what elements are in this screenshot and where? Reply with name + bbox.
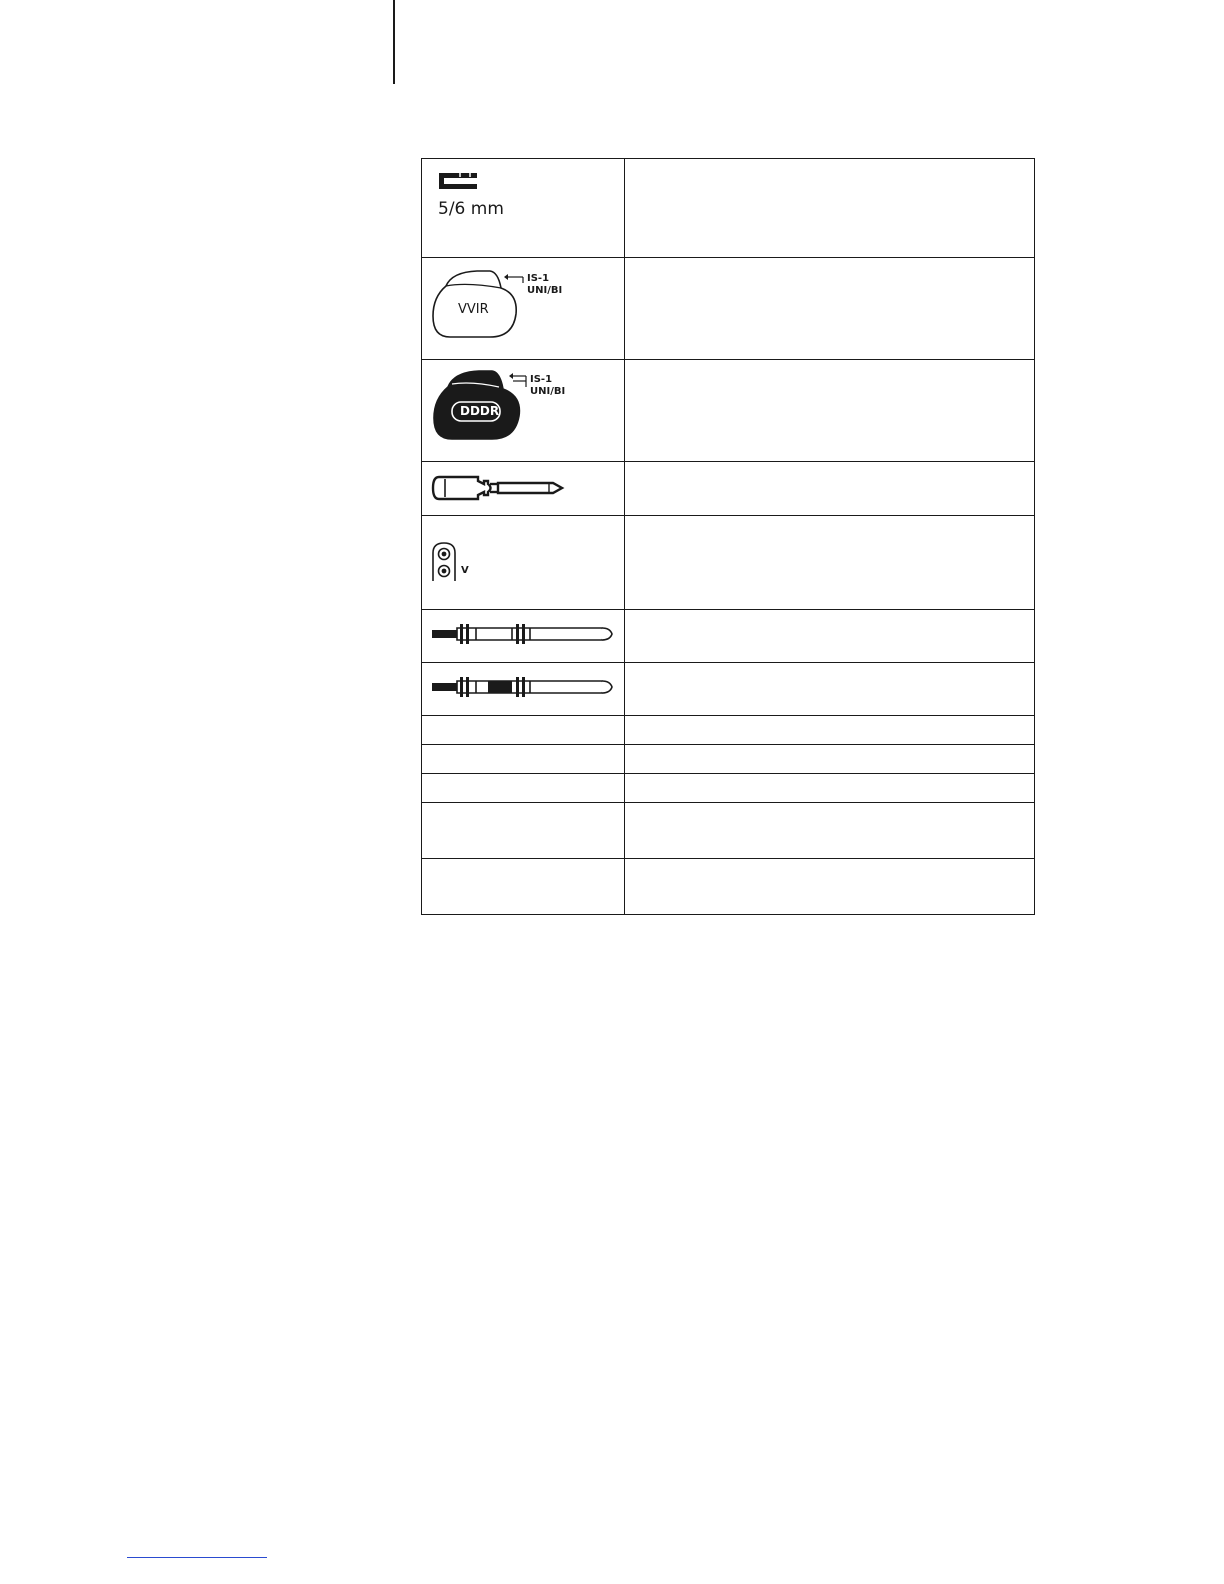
table-row	[422, 462, 1035, 516]
description-cell	[625, 258, 1035, 360]
port-label: V	[461, 565, 469, 576]
connector-label: IS-1	[530, 374, 553, 385]
table-row	[422, 610, 1035, 663]
description-cell	[625, 516, 1035, 610]
footer-link-rule	[127, 1557, 267, 1558]
description-cell	[625, 803, 1035, 859]
table-row	[422, 516, 1035, 610]
table-row	[422, 159, 1035, 258]
connector-label: IS-1	[527, 273, 550, 284]
table-row	[422, 745, 1035, 774]
symbol-cell	[422, 159, 625, 258]
margin-rule	[393, 0, 395, 84]
table-row	[422, 716, 1035, 745]
dddr-pacemaker-icon	[422, 360, 624, 461]
screwdriver-icon	[422, 462, 624, 515]
description-cell	[625, 360, 1035, 462]
symbol-cell	[422, 258, 625, 360]
symbol-cell	[422, 610, 625, 663]
mode-label: DDDR	[460, 404, 500, 418]
description-cell	[625, 462, 1035, 516]
table-row	[422, 663, 1035, 716]
symbol-cell	[422, 462, 625, 516]
description-cell	[625, 610, 1035, 663]
symbol-cell	[422, 360, 625, 462]
table-row	[422, 803, 1035, 859]
description-cell	[625, 859, 1035, 915]
connector-port-icon	[422, 516, 624, 609]
symbol-table	[421, 158, 1035, 915]
symbol-cell	[422, 803, 625, 859]
polarity-label: UNI/BI	[527, 285, 563, 296]
table-row	[422, 774, 1035, 803]
symbol-cell	[422, 516, 625, 610]
description-cell	[625, 716, 1035, 745]
description-cell	[625, 745, 1035, 774]
table-row	[422, 859, 1035, 915]
description-cell	[625, 774, 1035, 803]
symbol-cell	[422, 716, 625, 745]
size-label: 5/6 mm	[438, 199, 504, 219]
vvir-pacemaker-icon	[422, 258, 624, 359]
symbol-cell	[422, 774, 625, 803]
mode-label: VVIR	[458, 302, 489, 317]
symbol-cell	[422, 859, 625, 915]
table-row	[422, 360, 1035, 462]
polarity-label: UNI/BI	[530, 386, 566, 397]
description-cell	[625, 663, 1035, 716]
symbol-cell	[422, 663, 625, 716]
lead-connector-bipolar-icon	[422, 663, 624, 715]
lead-connector-unipolar-icon	[422, 610, 624, 662]
symbol-cell	[422, 745, 625, 774]
table-row	[422, 258, 1035, 360]
description-cell	[625, 159, 1035, 258]
